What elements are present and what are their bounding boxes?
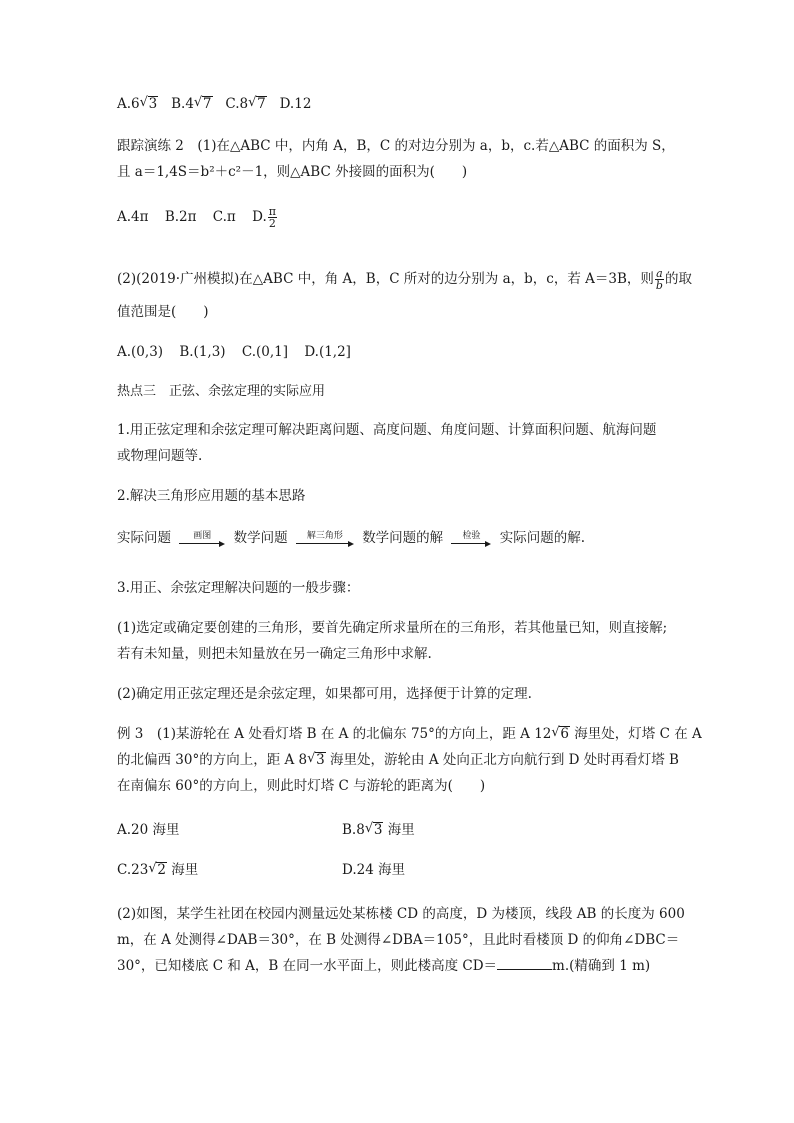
flow-step-2: 数学问题 [233,530,288,546]
flow-step-1: 实际问题 [117,530,171,546]
option-c: C.(0,1] [241,344,289,360]
step1-line1: (1)选定或确定要创建的三角形，要首先确定所求量所在的三角形，若其他量已知，则直接解; [117,620,668,636]
practice2-part1-options [117,206,278,229]
option-b: B.(1,3) [179,344,226,360]
option-b: B.8√ 3 海里 [342,820,415,840]
option-d: D.24 海里 [342,862,406,878]
step2: (2)确定用正弦定理还是余弦定理，如果都可用，选择便于计算的定理. [117,686,532,702]
flow-arrow-1: 画图 [179,531,225,547]
option-a: A.(0,3) [117,344,164,360]
practice2-part1-line1: 跟踪演练 2 (1)在△ABC 中，内角 A，B，C 的对边分别为 a，b，c.若△ABC 的面积为 S， [117,138,675,154]
flow-diagram [117,528,585,548]
practice2-part2-line2: 值范围是( ) [117,304,209,320]
practice2-part2-line1: (2)(2019·广州模拟)在△ABC 中，角 A，B，C 所对的边分别为 a，b，c，若 A＝3B，则 $\frac{a}{b}$ 的取 [117,267,692,292]
example3-line1: 例 3 (1)某游轮在 A 处看灯塔 B 在 A 的北偏东 75°的方向上，距 A 12√ 6 海里处，灯塔 C 在 A [117,724,702,744]
option-d: D.12 [279,96,312,112]
answer-blank[interactable] [497,957,552,970]
option-c: C.8√ 7 [225,96,266,112]
section-heading: 热点三 正弦、余弦定理的实际应用 [117,384,326,399]
example3-part2-line1: (2)如图，某学生社团在校园内测量远处某栋楼 CD 的高度，D 为楼顶，线段 AB 的长度为 600 [117,906,685,922]
flow-arrow-3: 检验 [451,531,491,547]
hotspot3-item3: 3.用正、余弦定理解决问题的一般步骤： [117,580,360,596]
example3-line3: 在南偏东 60°的方向上，则此时灯塔 C 与游轮的距离为( ) [117,778,486,794]
hotspot3-item1-line2: 或物理问题等. [117,448,203,464]
q1-options [117,94,311,114]
hotspot3-item1-line1: 1.用正弦定理和余弦定理可解决距离问题、高度问题、角度问题、计算面积问题、航海问题 [117,422,657,438]
example3-part2-line2: m，在 A 处测得∠DAB＝30°，在 B 处测得∠DBA＝105°，且此时看楼顶 D 的仰角∠DBC＝ [117,932,680,948]
option-b: B.4√ 7 [171,96,212,112]
option-d: D. $\frac{\pi}{2}$ [252,205,276,230]
practice2-part1-line2: 且 a＝1,4S＝b²＋c²－1，则△ABC 外接圆的面积为( ) [117,164,468,180]
example3-part2-line3: 30°，已知楼底 C 和 A，B 在同一水平面上，则此楼高度 CD＝ m.(精确到 1 m) [117,958,651,974]
option-b: B.2π [164,209,197,225]
option-c: C.π [212,209,236,225]
flow-step-3: 数学问题的解 [362,530,444,546]
hotspot3-item2: 2.解决三角形应用题的基本思路 [117,488,306,504]
option-a: A.4π [117,209,149,225]
option-c: C.23√ 2 海里 [117,860,198,880]
flow-arrow-2: 解三角形 [296,531,354,547]
option-d: D.(1,2] [304,344,351,360]
practice2-part2-options [117,342,351,362]
step1-line2: 若有未知量，则把未知量放在另一确定三角形中求解. [117,646,432,662]
example3-line2: 的北偏西 30°的方向上，距 A 8√ 3 海里处，游轮由 A 处向正北方向航行到 D 处时再看灯塔 B [117,750,679,770]
option-a: A.20 海里 [117,822,180,838]
option-a: A.6√ 3 [117,96,158,112]
flow-step-4: 实际问题的解. [499,530,586,546]
